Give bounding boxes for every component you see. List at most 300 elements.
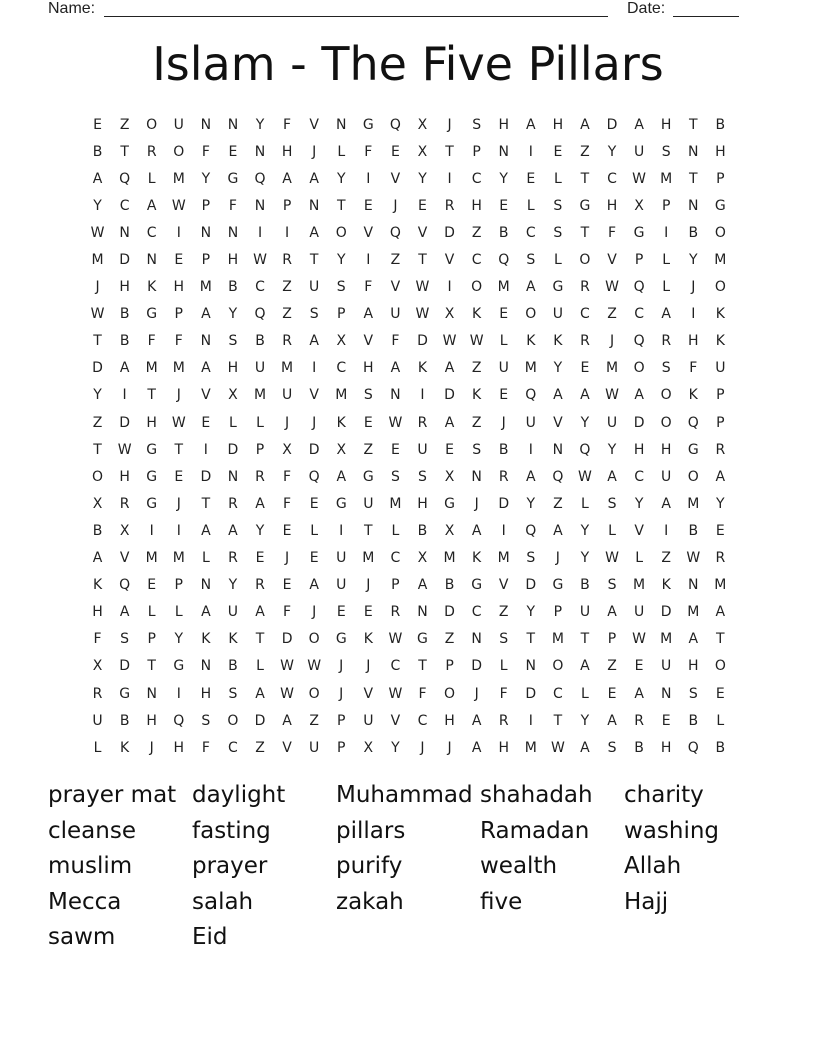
grid-letter[interactable]: L bbox=[581, 685, 589, 702]
grid-letter[interactable]: M bbox=[714, 577, 727, 594]
grid-letter[interactable]: T bbox=[255, 631, 265, 648]
grid-letter[interactable]: A bbox=[580, 658, 590, 675]
grid-letter[interactable]: J bbox=[95, 279, 100, 296]
grid-letter[interactable]: P bbox=[337, 739, 346, 756]
grid-letter[interactable]: U bbox=[254, 360, 266, 377]
grid-letter[interactable]: K bbox=[715, 306, 725, 323]
grid-letter[interactable]: J bbox=[339, 658, 344, 675]
grid-letter[interactable]: S bbox=[661, 143, 671, 160]
grid-letter[interactable]: X bbox=[444, 522, 455, 539]
grid-letter[interactable]: W bbox=[307, 658, 322, 675]
grid-letter[interactable]: I bbox=[339, 522, 344, 539]
grid-letter[interactable]: R bbox=[282, 333, 292, 350]
grid-letter[interactable]: C bbox=[146, 224, 157, 241]
grid-letter[interactable]: G bbox=[471, 577, 483, 594]
grid-letter[interactable]: R bbox=[580, 279, 590, 296]
grid-letter[interactable]: S bbox=[472, 116, 482, 133]
grid-letter[interactable]: F bbox=[283, 604, 292, 621]
grid-letter[interactable]: W bbox=[90, 306, 105, 323]
grid-letter[interactable]: H bbox=[146, 712, 157, 729]
grid-letter[interactable]: V bbox=[553, 414, 563, 431]
grid-letter[interactable]: A bbox=[471, 739, 482, 756]
grid-letter[interactable]: M bbox=[172, 550, 185, 567]
grid-letter[interactable]: T bbox=[147, 658, 156, 675]
grid-letter[interactable]: J bbox=[312, 414, 317, 431]
grid-letter[interactable]: G bbox=[146, 441, 158, 458]
grid-letter[interactable]: T bbox=[147, 387, 156, 404]
grid-letter[interactable]: A bbox=[146, 197, 157, 214]
grid-letter[interactable]: A bbox=[688, 631, 699, 648]
grid-letter[interactable]: N bbox=[688, 197, 699, 214]
grid-letter[interactable]: E bbox=[418, 197, 427, 214]
grid-letter[interactable]: E bbox=[661, 712, 671, 729]
grid-letter[interactable]: Y bbox=[336, 170, 346, 187]
grid-letter[interactable]: O bbox=[714, 658, 726, 675]
grid-letter[interactable]: G bbox=[173, 658, 185, 675]
grid-letter[interactable]: Q bbox=[254, 306, 266, 323]
grid-letter[interactable]: M bbox=[145, 360, 158, 377]
grid-letter[interactable]: D bbox=[660, 604, 672, 621]
grid-letter[interactable]: Q bbox=[498, 252, 510, 269]
grid-letter[interactable]: H bbox=[363, 360, 374, 377]
grid-letter[interactable]: G bbox=[335, 495, 347, 512]
grid-letter[interactable]: G bbox=[633, 224, 645, 241]
grid-letter[interactable]: H bbox=[498, 739, 509, 756]
grid-letter[interactable]: L bbox=[256, 658, 264, 675]
grid-letter[interactable]: A bbox=[444, 414, 455, 431]
grid-letter[interactable]: O bbox=[173, 143, 185, 160]
grid-letter[interactable]: Q bbox=[687, 414, 699, 431]
grid-letter[interactable]: P bbox=[472, 143, 481, 160]
grid-letter[interactable]: S bbox=[553, 224, 563, 241]
grid-letter[interactable]: N bbox=[525, 658, 537, 675]
grid-letter[interactable]: U bbox=[661, 658, 672, 675]
grid-letter[interactable]: B bbox=[688, 522, 699, 539]
grid-letter[interactable]: K bbox=[553, 333, 563, 350]
grid-letter[interactable]: E bbox=[607, 685, 617, 702]
grid-letter[interactable]: A bbox=[526, 116, 536, 133]
grid-letter[interactable]: Y bbox=[634, 495, 644, 512]
grid-letter[interactable]: C bbox=[471, 170, 482, 187]
grid-letter[interactable]: F bbox=[607, 224, 617, 241]
grid-letter[interactable]: E bbox=[228, 143, 238, 160]
grid-letter[interactable]: R bbox=[661, 333, 672, 350]
grid-letter[interactable]: I bbox=[122, 387, 127, 404]
grid-letter[interactable]: O bbox=[660, 414, 672, 431]
grid-letter[interactable]: K bbox=[228, 631, 238, 648]
grid-letter[interactable]: A bbox=[255, 685, 265, 702]
grid-letter[interactable]: P bbox=[201, 252, 211, 269]
grid-letter[interactable]: G bbox=[579, 197, 591, 214]
grid-letter[interactable]: Q bbox=[308, 468, 320, 485]
grid-letter[interactable]: A bbox=[309, 577, 319, 594]
grid-letter[interactable]: Z bbox=[471, 360, 482, 377]
grid-letter[interactable]: R bbox=[119, 495, 130, 512]
grid-letter[interactable]: Q bbox=[633, 333, 645, 350]
grid-letter[interactable]: H bbox=[227, 252, 239, 269]
grid-letter[interactable]: I bbox=[528, 712, 533, 729]
grid-letter[interactable]: J bbox=[420, 739, 425, 756]
grid-letter[interactable]: D bbox=[471, 658, 483, 675]
grid-letter[interactable]: J bbox=[312, 604, 317, 621]
grid-letter[interactable]: Y bbox=[418, 170, 427, 187]
grid-letter[interactable]: T bbox=[201, 495, 211, 512]
grid-letter[interactable]: T bbox=[93, 441, 102, 458]
grid-letter[interactable]: P bbox=[661, 197, 671, 214]
grid-letter[interactable]: B bbox=[92, 522, 103, 539]
grid-letter[interactable]: P bbox=[716, 387, 725, 404]
grid-letter[interactable]: U bbox=[525, 414, 536, 431]
grid-letter[interactable]: Y bbox=[580, 712, 590, 729]
grid-letter[interactable]: A bbox=[634, 387, 644, 404]
grid-letter[interactable]: C bbox=[471, 252, 482, 269]
grid-letter[interactable]: W bbox=[415, 306, 430, 323]
grid-letter[interactable]: Q bbox=[633, 279, 645, 296]
grid-letter[interactable]: N bbox=[227, 224, 239, 241]
grid-letter[interactable]: U bbox=[498, 360, 509, 377]
grid-letter[interactable]: C bbox=[228, 739, 238, 756]
grid-letter[interactable]: T bbox=[364, 522, 373, 539]
grid-letter[interactable]: L bbox=[229, 414, 237, 431]
grid-letter[interactable]: A bbox=[607, 604, 617, 621]
grid-letter[interactable]: M bbox=[389, 495, 402, 512]
grid-letter[interactable]: W bbox=[90, 224, 105, 241]
grid-letter[interactable]: W bbox=[171, 197, 186, 214]
grid-letter[interactable]: B bbox=[715, 739, 726, 756]
grid-letter[interactable]: V bbox=[201, 387, 211, 404]
grid-letter[interactable]: J bbox=[149, 739, 154, 756]
grid-letter[interactable]: A bbox=[526, 279, 536, 296]
grid-letter[interactable]: Y bbox=[580, 414, 590, 431]
grid-letter[interactable]: M bbox=[497, 279, 510, 296]
grid-letter[interactable]: J bbox=[609, 333, 615, 350]
grid-letter[interactable]: R bbox=[390, 604, 401, 621]
grid-letter[interactable]: W bbox=[388, 631, 403, 648]
grid-letter[interactable]: W bbox=[442, 333, 457, 350]
grid-letter[interactable]: G bbox=[146, 468, 158, 485]
grid-letter[interactable]: O bbox=[552, 658, 564, 675]
grid-letter[interactable]: Y bbox=[255, 116, 265, 133]
grid-letter[interactable]: N bbox=[498, 143, 509, 160]
grid-letter[interactable]: O bbox=[579, 252, 591, 269]
grid-letter[interactable]: I bbox=[257, 224, 263, 241]
grid-letter[interactable]: W bbox=[171, 414, 186, 431]
grid-letter[interactable]: L bbox=[553, 252, 562, 269]
grid-letter[interactable]: M bbox=[91, 252, 104, 269]
grid-letter[interactable]: L bbox=[608, 522, 616, 539]
grid-letter[interactable]: B bbox=[715, 116, 726, 133]
grid-letter[interactable]: V bbox=[363, 333, 374, 350]
grid-letter[interactable]: W bbox=[632, 631, 647, 648]
grid-letter[interactable]: O bbox=[308, 685, 320, 702]
grid-letter[interactable]: V bbox=[309, 116, 319, 133]
grid-letter[interactable]: N bbox=[227, 468, 239, 485]
grid-letter[interactable]: Z bbox=[282, 279, 292, 296]
grid-letter[interactable]: G bbox=[714, 197, 726, 214]
grid-letter[interactable]: I bbox=[528, 441, 533, 458]
grid-letter[interactable]: A bbox=[580, 739, 590, 756]
grid-letter[interactable]: D bbox=[200, 468, 212, 485]
grid-letter[interactable]: R bbox=[498, 468, 509, 485]
grid-letter[interactable]: G bbox=[146, 306, 158, 323]
grid-letter[interactable]: Y bbox=[255, 522, 265, 539]
grid-letter[interactable]: H bbox=[92, 604, 103, 621]
grid-letter[interactable]: I bbox=[203, 441, 208, 458]
grid-letter[interactable]: K bbox=[688, 387, 698, 404]
grid-letter[interactable]: L bbox=[662, 252, 671, 269]
grid-letter[interactable]: Z bbox=[282, 306, 292, 323]
grid-letter[interactable]: U bbox=[390, 306, 401, 323]
grid-letter[interactable]: J bbox=[555, 550, 560, 567]
grid-letter[interactable]: N bbox=[552, 441, 564, 458]
grid-letter[interactable]: F bbox=[283, 116, 292, 133]
grid-letter[interactable]: U bbox=[309, 279, 320, 296]
grid-letter[interactable]: X bbox=[444, 306, 455, 323]
grid-letter[interactable]: B bbox=[228, 658, 238, 675]
grid-letter[interactable]: A bbox=[92, 170, 103, 187]
grid-letter[interactable]: A bbox=[471, 522, 482, 539]
grid-letter[interactable]: H bbox=[660, 441, 672, 458]
grid-letter[interactable]: H bbox=[173, 739, 185, 756]
grid-letter[interactable]: P bbox=[391, 577, 400, 594]
grid-letter[interactable]: B bbox=[228, 279, 238, 296]
grid-letter[interactable]: U bbox=[606, 414, 618, 431]
grid-letter[interactable]: J bbox=[366, 658, 371, 675]
grid-letter[interactable]: E bbox=[93, 116, 102, 133]
grid-letter[interactable]: K bbox=[526, 333, 536, 350]
grid-letter[interactable]: E bbox=[174, 468, 184, 485]
grid-letter[interactable]: I bbox=[176, 522, 181, 539]
grid-letter[interactable]: V bbox=[390, 279, 401, 296]
grid-letter[interactable]: L bbox=[147, 170, 156, 187]
grid-letter[interactable]: N bbox=[200, 224, 212, 241]
grid-letter[interactable]: M bbox=[524, 360, 537, 377]
grid-letter[interactable]: S bbox=[661, 360, 671, 377]
grid-letter[interactable]: A bbox=[201, 604, 211, 621]
grid-letter[interactable]: Q bbox=[579, 441, 591, 458]
grid-letter[interactable]: X bbox=[417, 550, 428, 567]
grid-letter[interactable]: T bbox=[174, 441, 184, 458]
grid-letter[interactable]: F bbox=[201, 739, 210, 756]
grid-letter[interactable]: V bbox=[363, 685, 374, 702]
grid-letter[interactable]: C bbox=[607, 170, 617, 187]
grid-letter[interactable]: E bbox=[282, 577, 292, 594]
grid-letter[interactable]: B bbox=[444, 577, 455, 594]
grid-letter[interactable]: X bbox=[92, 658, 103, 675]
grid-letter[interactable]: S bbox=[363, 387, 373, 404]
grid-letter[interactable]: A bbox=[715, 468, 726, 485]
grid-letter[interactable]: T bbox=[688, 116, 698, 133]
grid-letter[interactable]: E bbox=[201, 414, 211, 431]
grid-letter[interactable]: A bbox=[92, 550, 103, 567]
grid-letter[interactable]: I bbox=[176, 685, 181, 702]
grid-letter[interactable]: N bbox=[200, 116, 212, 133]
grid-letter[interactable]: J bbox=[285, 550, 290, 567]
grid-letter[interactable]: Q bbox=[525, 387, 537, 404]
grid-letter[interactable]: W bbox=[686, 550, 701, 567]
grid-letter[interactable]: R bbox=[255, 468, 265, 485]
grid-letter[interactable]: D bbox=[633, 414, 645, 431]
grid-letter[interactable]: R bbox=[228, 550, 238, 567]
grid-letter[interactable]: V bbox=[498, 577, 509, 594]
grid-letter[interactable]: A bbox=[309, 224, 319, 241]
grid-letter[interactable]: J bbox=[176, 495, 181, 512]
grid-letter[interactable]: K bbox=[201, 631, 211, 648]
grid-letter[interactable]: M bbox=[199, 279, 212, 296]
grid-letter[interactable]: U bbox=[633, 143, 645, 160]
grid-letter[interactable]: Y bbox=[607, 441, 617, 458]
grid-letter[interactable]: T bbox=[526, 631, 536, 648]
grid-letter[interactable]: A bbox=[661, 306, 671, 323]
grid-letter[interactable]: S bbox=[418, 468, 427, 485]
grid-letter[interactable]: A bbox=[607, 468, 617, 485]
grid-letter[interactable]: C bbox=[255, 279, 265, 296]
grid-letter[interactable]: F bbox=[391, 333, 400, 350]
grid-letter[interactable]: A bbox=[119, 360, 130, 377]
grid-letter[interactable]: H bbox=[281, 143, 293, 160]
grid-letter[interactable]: Y bbox=[174, 631, 184, 648]
grid-letter[interactable]: O bbox=[92, 468, 104, 485]
grid-letter[interactable]: K bbox=[472, 387, 482, 404]
grid-letter[interactable]: F bbox=[283, 468, 292, 485]
grid-letter[interactable]: O bbox=[714, 224, 726, 241]
grid-letter[interactable]: Z bbox=[661, 550, 671, 567]
grid-letter[interactable]: E bbox=[363, 604, 373, 621]
grid-letter[interactable]: E bbox=[363, 414, 373, 431]
grid-letter[interactable]: V bbox=[309, 387, 319, 404]
grid-letter[interactable]: G bbox=[552, 577, 564, 594]
grid-letter[interactable]: V bbox=[282, 739, 292, 756]
grid-letter[interactable]: O bbox=[660, 387, 672, 404]
grid-letter[interactable]: M bbox=[714, 252, 727, 269]
grid-letter[interactable]: M bbox=[362, 550, 375, 567]
grid-letter[interactable]: Z bbox=[255, 739, 265, 756]
grid-letter[interactable]: N bbox=[471, 468, 482, 485]
grid-letter[interactable]: H bbox=[687, 333, 699, 350]
grid-letter[interactable]: I bbox=[285, 224, 290, 241]
grid-letter[interactable]: M bbox=[633, 577, 646, 594]
grid-letter[interactable]: M bbox=[605, 360, 619, 377]
grid-letter[interactable]: Z bbox=[309, 712, 319, 729]
grid-letter[interactable]: S bbox=[336, 279, 346, 296]
grid-letter[interactable]: O bbox=[714, 279, 726, 296]
grid-letter[interactable]: T bbox=[553, 712, 563, 729]
grid-letter[interactable]: U bbox=[336, 550, 347, 567]
grid-letter[interactable]: K bbox=[363, 631, 373, 648]
grid-letter[interactable]: P bbox=[445, 658, 454, 675]
grid-letter[interactable]: X bbox=[336, 333, 347, 350]
grid-letter[interactable]: D bbox=[525, 685, 537, 702]
grid-letter[interactable]: L bbox=[337, 143, 346, 160]
grid-letter[interactable]: F bbox=[418, 685, 427, 702]
grid-letter[interactable]: B bbox=[119, 712, 130, 729]
grid-letter[interactable]: J bbox=[366, 577, 371, 594]
grid-letter[interactable]: Y bbox=[526, 495, 536, 512]
grid-letter[interactable]: F bbox=[364, 143, 373, 160]
grid-letter[interactable]: N bbox=[146, 252, 157, 269]
grid-letter[interactable]: E bbox=[445, 441, 454, 458]
grid-letter[interactable]: Y bbox=[499, 170, 508, 187]
grid-letter[interactable]: E bbox=[715, 685, 725, 702]
grid-letter[interactable]: N bbox=[660, 685, 672, 702]
grid-letter[interactable]: R bbox=[580, 333, 590, 350]
grid-letter[interactable]: S bbox=[553, 197, 563, 214]
grid-letter[interactable]: Y bbox=[607, 143, 617, 160]
grid-letter[interactable]: Q bbox=[552, 468, 564, 485]
grid-letter[interactable]: R bbox=[715, 550, 726, 567]
grid-letter[interactable]: S bbox=[228, 685, 238, 702]
grid-letter[interactable]: B bbox=[580, 577, 590, 594]
grid-letter[interactable]: F bbox=[228, 197, 237, 214]
grid-letter[interactable]: H bbox=[633, 441, 645, 458]
grid-letter[interactable]: U bbox=[661, 468, 672, 485]
grid-letter[interactable]: R bbox=[634, 712, 644, 729]
grid-letter[interactable]: Y bbox=[201, 170, 211, 187]
grid-letter[interactable]: A bbox=[526, 468, 536, 485]
grid-letter[interactable]: H bbox=[444, 712, 455, 729]
grid-letter[interactable]: G bbox=[687, 441, 699, 458]
grid-letter[interactable]: P bbox=[147, 631, 156, 648]
grid-letter[interactable]: N bbox=[390, 387, 401, 404]
grid-letter[interactable]: F bbox=[174, 333, 183, 350]
grid-letter[interactable]: B bbox=[119, 333, 130, 350]
grid-letter[interactable]: B bbox=[688, 224, 699, 241]
grid-letter[interactable]: K bbox=[472, 306, 482, 323]
grid-letter[interactable]: V bbox=[390, 170, 401, 187]
grid-letter[interactable]: U bbox=[173, 116, 184, 133]
grid-letter[interactable]: U bbox=[92, 712, 103, 729]
grid-letter[interactable]: A bbox=[255, 604, 265, 621]
grid-letter[interactable]: T bbox=[93, 333, 102, 350]
grid-letter[interactable]: P bbox=[282, 197, 292, 214]
grid-letter[interactable]: D bbox=[254, 712, 266, 729]
grid-letter[interactable]: C bbox=[634, 306, 644, 323]
grid-letter[interactable]: Y bbox=[553, 360, 563, 377]
grid-letter[interactable]: I bbox=[366, 252, 371, 269]
grid-letter[interactable]: A bbox=[363, 306, 374, 323]
grid-letter[interactable]: E bbox=[390, 143, 400, 160]
grid-letter[interactable]: V bbox=[607, 252, 617, 269]
grid-letter[interactable]: S bbox=[526, 550, 536, 567]
grid-letter[interactable]: Y bbox=[228, 306, 238, 323]
grid-letter[interactable]: W bbox=[550, 739, 565, 756]
grid-letter[interactable]: O bbox=[687, 468, 699, 485]
grid-letter[interactable]: W bbox=[388, 414, 403, 431]
grid-letter[interactable]: Z bbox=[390, 252, 401, 269]
grid-letter[interactable]: P bbox=[337, 712, 346, 729]
grid-letter[interactable]: Z bbox=[471, 414, 482, 431]
grid-letter[interactable]: B bbox=[119, 306, 130, 323]
grid-letter[interactable]: C bbox=[390, 550, 401, 567]
grid-letter[interactable]: W bbox=[605, 387, 619, 404]
grid-letter[interactable]: N bbox=[417, 604, 428, 621]
grid-letter[interactable]: N bbox=[688, 577, 699, 594]
grid-letter[interactable]: C bbox=[119, 197, 130, 214]
grid-letter[interactable]: R bbox=[444, 197, 455, 214]
grid-letter[interactable]: E bbox=[390, 441, 400, 458]
grid-letter[interactable]: P bbox=[716, 170, 725, 187]
grid-letter[interactable]: M bbox=[145, 550, 158, 567]
grid-letter[interactable]: G bbox=[362, 116, 374, 133]
grid-letter[interactable]: H bbox=[146, 414, 157, 431]
grid-letter[interactable]: E bbox=[363, 197, 373, 214]
grid-letter[interactable]: O bbox=[471, 279, 483, 296]
grid-letter[interactable]: X bbox=[336, 441, 347, 458]
grid-letter[interactable]: A bbox=[607, 712, 617, 729]
grid-letter[interactable]: M bbox=[281, 360, 294, 377]
grid-letter[interactable]: H bbox=[119, 468, 130, 485]
grid-letter[interactable]: Y bbox=[228, 577, 238, 594]
